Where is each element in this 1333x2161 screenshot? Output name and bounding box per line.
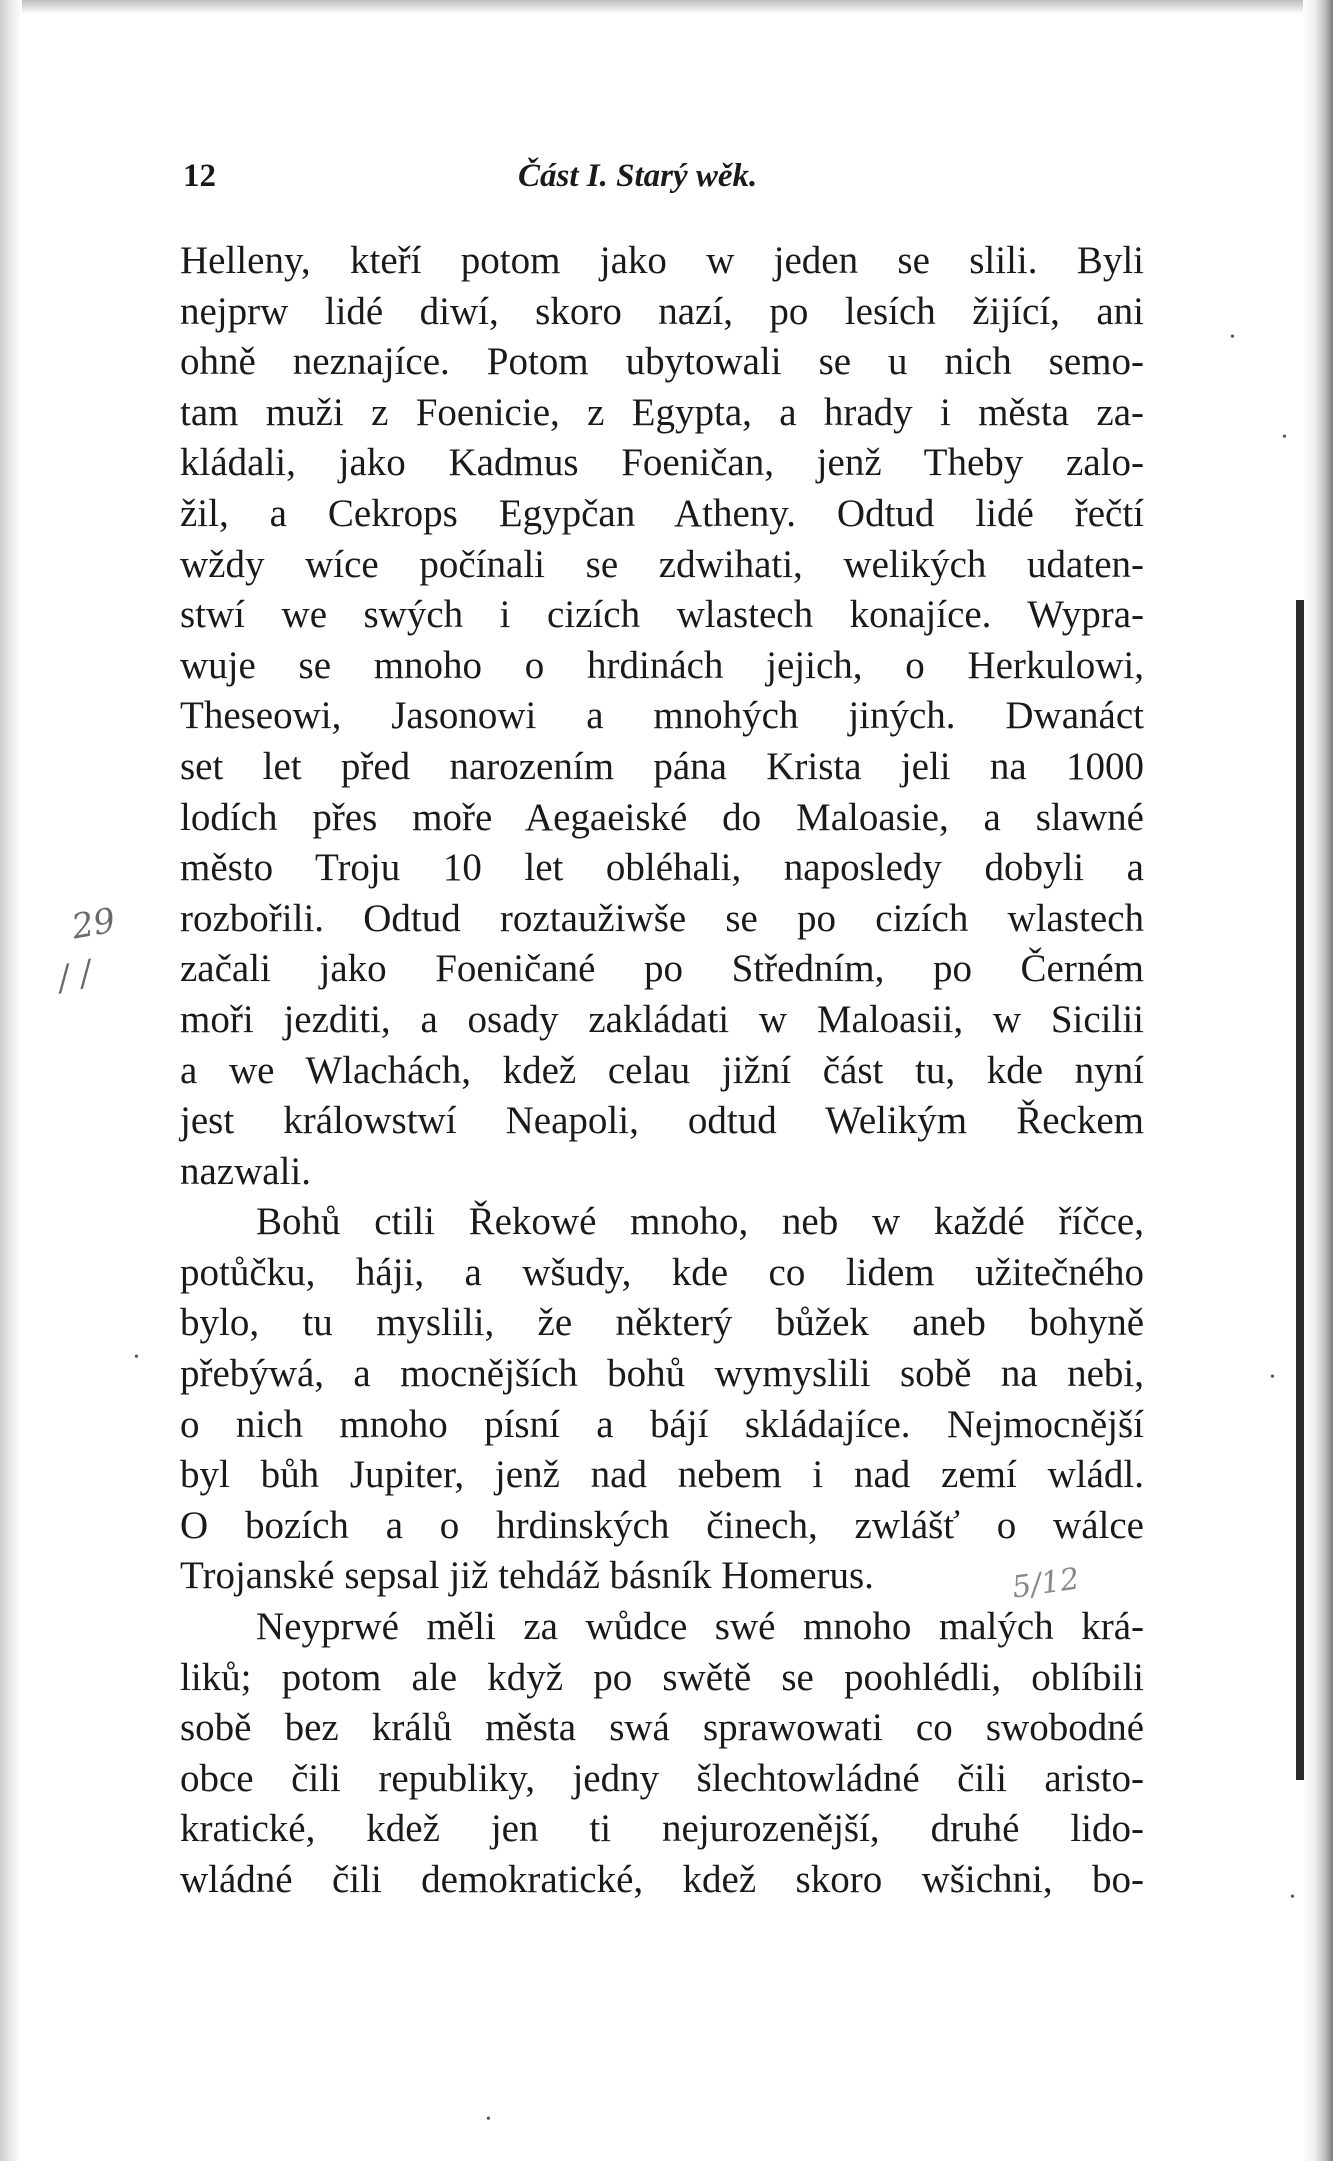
margin-annotation xyxy=(54,900,148,1000)
page-header xyxy=(183,158,1143,200)
text-line: přebýwá, a mocnějších bohů wymyslili sobě na nebi, xyxy=(180,1352,1144,1396)
text-line: ohně neznajíce. Potom ubytowali se u nich semo- xyxy=(180,340,1144,384)
text-line: město Troju 10 let obléhali, naposledy dobyli a xyxy=(180,846,1144,890)
page-number: 12 xyxy=(183,158,216,194)
paper-speck: • xyxy=(486,2112,491,2127)
binding-shadow xyxy=(1296,600,1304,1780)
text-line: byl bůh Jupiter, jenž nad nebem i nad zemí wládl. xyxy=(180,1453,1144,1497)
text-line: Bohů ctili Řekowé mnoho, neb w každé říčce, xyxy=(256,1200,1144,1244)
text-line: tam muži z Foenicie, z Egypta, a hrady i města za- xyxy=(180,390,1144,434)
text-line: jest králowstwí Neapoli, odtud Welikým Řeckem xyxy=(180,1099,1144,1143)
text-line: nazwali. xyxy=(180,1149,312,1193)
page-right-edge xyxy=(1303,0,1333,2161)
text-line: moři jezditi, a osady zakládati w Maloasii, w Sicilii xyxy=(180,997,1144,1041)
paper-speck: • xyxy=(1290,1890,1295,1905)
paper-speck: • xyxy=(1270,1370,1275,1385)
text-line: Helleny, kteří potom jako w jeden se slili. Byli xyxy=(180,239,1144,282)
text-line: wládné čili demokratické, kdež skoro wšichni, bo- xyxy=(180,1858,1144,1901)
text-line: liků; potom ale když po swětě se poohlédli, oblíbili xyxy=(180,1655,1144,1699)
paper-speck: • xyxy=(1230,330,1235,345)
text-line: potůčku, háji, a wšudy, kde co lidem užitečného xyxy=(180,1250,1144,1294)
margin-annotation-number: 29 xyxy=(68,900,119,948)
text-line: obce čili republiky, jedny šlechtowládné čili aristo- xyxy=(180,1756,1144,1800)
text-line: kratické, kdež jen ti nejurozenější, druhé lido- xyxy=(180,1807,1144,1851)
text-line: stwí we swých i cizích wlastech konajíce. Wypra- xyxy=(180,593,1144,637)
page-top-edge xyxy=(0,0,1333,14)
text-line: bylo, tu myslili, že některý bůžek aneb bohyně xyxy=(180,1301,1144,1345)
text-line: začali jako Foeničané po Středním, po Černém xyxy=(180,947,1144,991)
text-line: wždy wíce počínali se zdwihati, welikých udaten- xyxy=(180,542,1144,586)
text-line: Theseowi, Jasonowi a mnohých jiných. Dwanáct xyxy=(180,694,1144,738)
text-line: rozbořili. Odtud roztaužiwše se po cizích wlastech xyxy=(180,896,1144,940)
paper-speck: • xyxy=(134,1350,139,1365)
paper-speck: • xyxy=(1282,430,1287,445)
running-title: Část I. Starý wěk. xyxy=(518,158,758,194)
margin-annotation-mark: / / xyxy=(54,952,96,1000)
text-line: wuje se mnoho o hrdinách jejich, o Herkulowi, xyxy=(180,643,1144,687)
text-line: kládali, jako Kadmus Foeničan, jenž Theby zalo- xyxy=(180,441,1144,485)
text-line: set let před narozením pána Krista jeli na 1000 xyxy=(180,744,1144,788)
body-text xyxy=(180,236,1144,1906)
page-left-edge xyxy=(0,0,22,2161)
text-line: nejprw lidé diwí, skoro nazí, po lesích žijící, ani xyxy=(180,289,1144,333)
text-line: O bozích a o hrdinských činech, zwlášť o wálce xyxy=(180,1503,1144,1547)
pencil-mark: 5/12 xyxy=(1009,1561,1082,1606)
text-line: lodích přes moře Aegaeiské do Maloasie, a slawné xyxy=(180,795,1144,839)
text-line: Trojanské sepsal již tehdáž básník Homerus. xyxy=(180,1554,874,1598)
text-line: sobě bez králů města swá sprawowati co swobodné xyxy=(180,1706,1144,1750)
text-line: o nich mnoho písní a bájí skládajíce. Nejmocnější xyxy=(180,1402,1144,1446)
text-line: a we Wlachách, kdež celau jižní část tu, kde nyní xyxy=(180,1048,1144,1092)
text-line: Neyprwé měli za wůdce swé mnoho malých krá- xyxy=(256,1605,1144,1649)
text-line: žil, a Cekrops Egypčan Atheny. Odtud lidé řečtí xyxy=(180,491,1144,535)
